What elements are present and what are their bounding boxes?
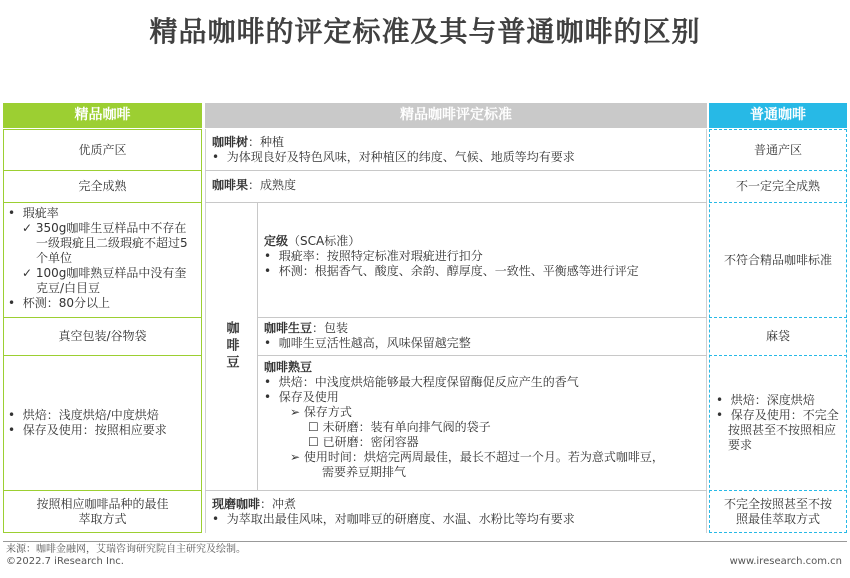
bullet-icon: • xyxy=(716,408,724,422)
row-divider xyxy=(205,170,707,171)
specialty-brewing: 按照相应咖啡品种的最佳萃取方式 xyxy=(36,497,169,526)
header-regular-coffee: 普通咖啡 xyxy=(709,103,847,128)
standard-ripeness xyxy=(212,178,702,193)
arrow-icon: ➢ xyxy=(290,405,301,419)
regular-brewing: 不完全按照甚至不按照最佳萃取方式 xyxy=(723,497,832,526)
check-icon: ✓ xyxy=(22,266,33,280)
standard-grading-head: 定级 xyxy=(264,234,289,248)
specialty-roasted-roast: 烘焙：浅度烘焙/中度烘焙 xyxy=(22,408,159,422)
regular-roasted-roast: 烘焙：深度烘焙 xyxy=(730,393,815,407)
check-icon: ✓ xyxy=(22,221,33,235)
standard-roasted-head: 咖啡熟豆 xyxy=(264,360,313,374)
bullet-icon: • xyxy=(8,296,16,310)
row-divider xyxy=(205,490,707,491)
regular-grading: 不符合精品咖啡标准 xyxy=(723,252,832,267)
standard-roasted-unground: 未研磨：装有单向排气阀的袋子 xyxy=(322,420,491,434)
standard-origin-head-tail: ：种植 xyxy=(248,135,285,149)
website-link[interactable]: www.iresearch.com.cn xyxy=(729,556,842,567)
standard-brewing xyxy=(212,497,702,527)
bullet-icon: • xyxy=(264,264,272,278)
copyright: ©2022.7 iResearch Inc. xyxy=(6,556,124,567)
row-divider xyxy=(257,355,707,356)
header-evaluation-standard: 精品咖啡评定标准 xyxy=(205,103,707,128)
row-divider xyxy=(3,202,202,203)
specialty-grading-green-sample: 350g咖啡生豆样品中不存在一级瑕疵且二级瑕疵不超过5个单位 xyxy=(35,221,188,265)
regular-roasted xyxy=(716,393,844,453)
bullet-icon: • xyxy=(212,150,220,164)
source-note: 来源：咖啡金融网，艾瑞咨询研究院自主研究及绘制。 xyxy=(6,544,246,555)
standard-origin-head: 咖啡树 xyxy=(212,135,249,149)
specialty-grading-cupping: 杯测：80分以上 xyxy=(22,296,110,310)
square-icon: ☐ xyxy=(308,435,319,449)
specialty-grading-roasted-sample: 100g咖啡熟豆样品中没有奎克豆/白目豆 xyxy=(35,266,187,295)
specialty-roasted xyxy=(8,408,198,438)
square-icon: ☐ xyxy=(308,420,319,434)
regular-origin: 普通产区 xyxy=(753,142,802,157)
standard-brewing-bullet: 为萃取出最佳风味，对咖啡豆的研磨度、水温、水粉比等均有要求 xyxy=(226,512,575,526)
header-specialty-coffee: 精品咖啡 xyxy=(3,103,202,128)
standard-origin xyxy=(212,135,702,165)
regular-roasted-storage: 保存及使用：不完全按照甚至不按照相应要求 xyxy=(728,408,839,452)
bullet-icon: • xyxy=(264,390,272,404)
standard-ripeness-head: 咖啡果 xyxy=(212,178,249,192)
bullet-icon: • xyxy=(8,408,16,422)
regular-green-packaging: 麻袋 xyxy=(765,329,790,343)
standard-roasted-usage-time: 使用时间：烘焙完两周最佳，最长不超过一个月。若为意式咖啡豆， xyxy=(303,450,664,464)
bullet-icon: • xyxy=(264,249,272,263)
bullet-icon: • xyxy=(8,423,16,437)
standard-roasted-usage-time-cont: 需要养豆期排气 xyxy=(322,465,407,479)
page-title: 精品咖啡的评定标准及其与普通咖啡的区别 xyxy=(149,15,701,48)
standard-roasted-ground: 已研磨：密闭容器 xyxy=(322,435,419,449)
standard-roasted-roast: 烘焙：中浅度烘焙能够最大程度保留酶促反应产生的香气 xyxy=(278,375,579,389)
specialty-grading xyxy=(8,206,198,311)
row-divider xyxy=(709,355,847,356)
standard-brewing-head-tail: ：冲煮 xyxy=(260,497,297,511)
specialty-grading-defect: 瑕疵率 xyxy=(22,206,59,220)
row-divider xyxy=(3,355,202,356)
standard-origin-bullet: 为体现良好及特色风味，对种植区的纬度、气候、地质等均有要求 xyxy=(226,150,575,164)
standard-roasted-storage-method: 保存方式 xyxy=(303,405,352,419)
specialty-green-packaging: 真空包装/谷物袋 xyxy=(58,329,147,343)
bean-group-label-text: 咖啡豆 xyxy=(223,320,239,372)
standard-grading-cupping: 杯测：根据香气、酸度、余韵、醇厚度、一致性、平衡感等进行评定 xyxy=(278,264,639,278)
specialty-origin: 优质产区 xyxy=(78,142,127,157)
standard-grading-head-tail: （SCA标准） xyxy=(288,234,361,248)
bullet-icon: • xyxy=(264,336,272,350)
standard-grading xyxy=(264,234,704,279)
standard-roasted-storage: 保存及使用 xyxy=(278,390,339,404)
standard-grading-defect: 瑕疵率：按照特定标准对瑕疵进行扣分 xyxy=(278,249,483,263)
regular-ripeness: 不一定完全成熟 xyxy=(735,179,820,193)
standard-brewing-head: 现磨咖啡 xyxy=(212,497,261,511)
row-divider xyxy=(205,202,707,203)
standard-roasted-bean xyxy=(264,360,704,480)
row-divider xyxy=(257,317,707,318)
standard-green-head-tail: ：包装 xyxy=(312,321,349,335)
standard-ripeness-head-tail: ：成熟度 xyxy=(248,178,297,192)
bullet-icon: • xyxy=(264,375,272,389)
standard-green-bullet: 咖啡生豆活性越高，风味保留越完整 xyxy=(278,336,471,350)
standard-green-head: 咖啡生豆 xyxy=(264,321,313,335)
standard-green-bean xyxy=(264,321,704,351)
specialty-ripeness: 完全成熟 xyxy=(78,179,127,193)
bean-group-divider xyxy=(257,202,258,490)
specialty-roasted-storage: 保存及使用：按照相应要求 xyxy=(22,423,167,437)
bullet-icon: • xyxy=(8,206,16,220)
bean-group-label xyxy=(205,202,257,490)
arrow-icon: ➢ xyxy=(290,450,301,464)
bullet-icon: • xyxy=(716,393,724,407)
bullet-icon: • xyxy=(212,512,220,526)
